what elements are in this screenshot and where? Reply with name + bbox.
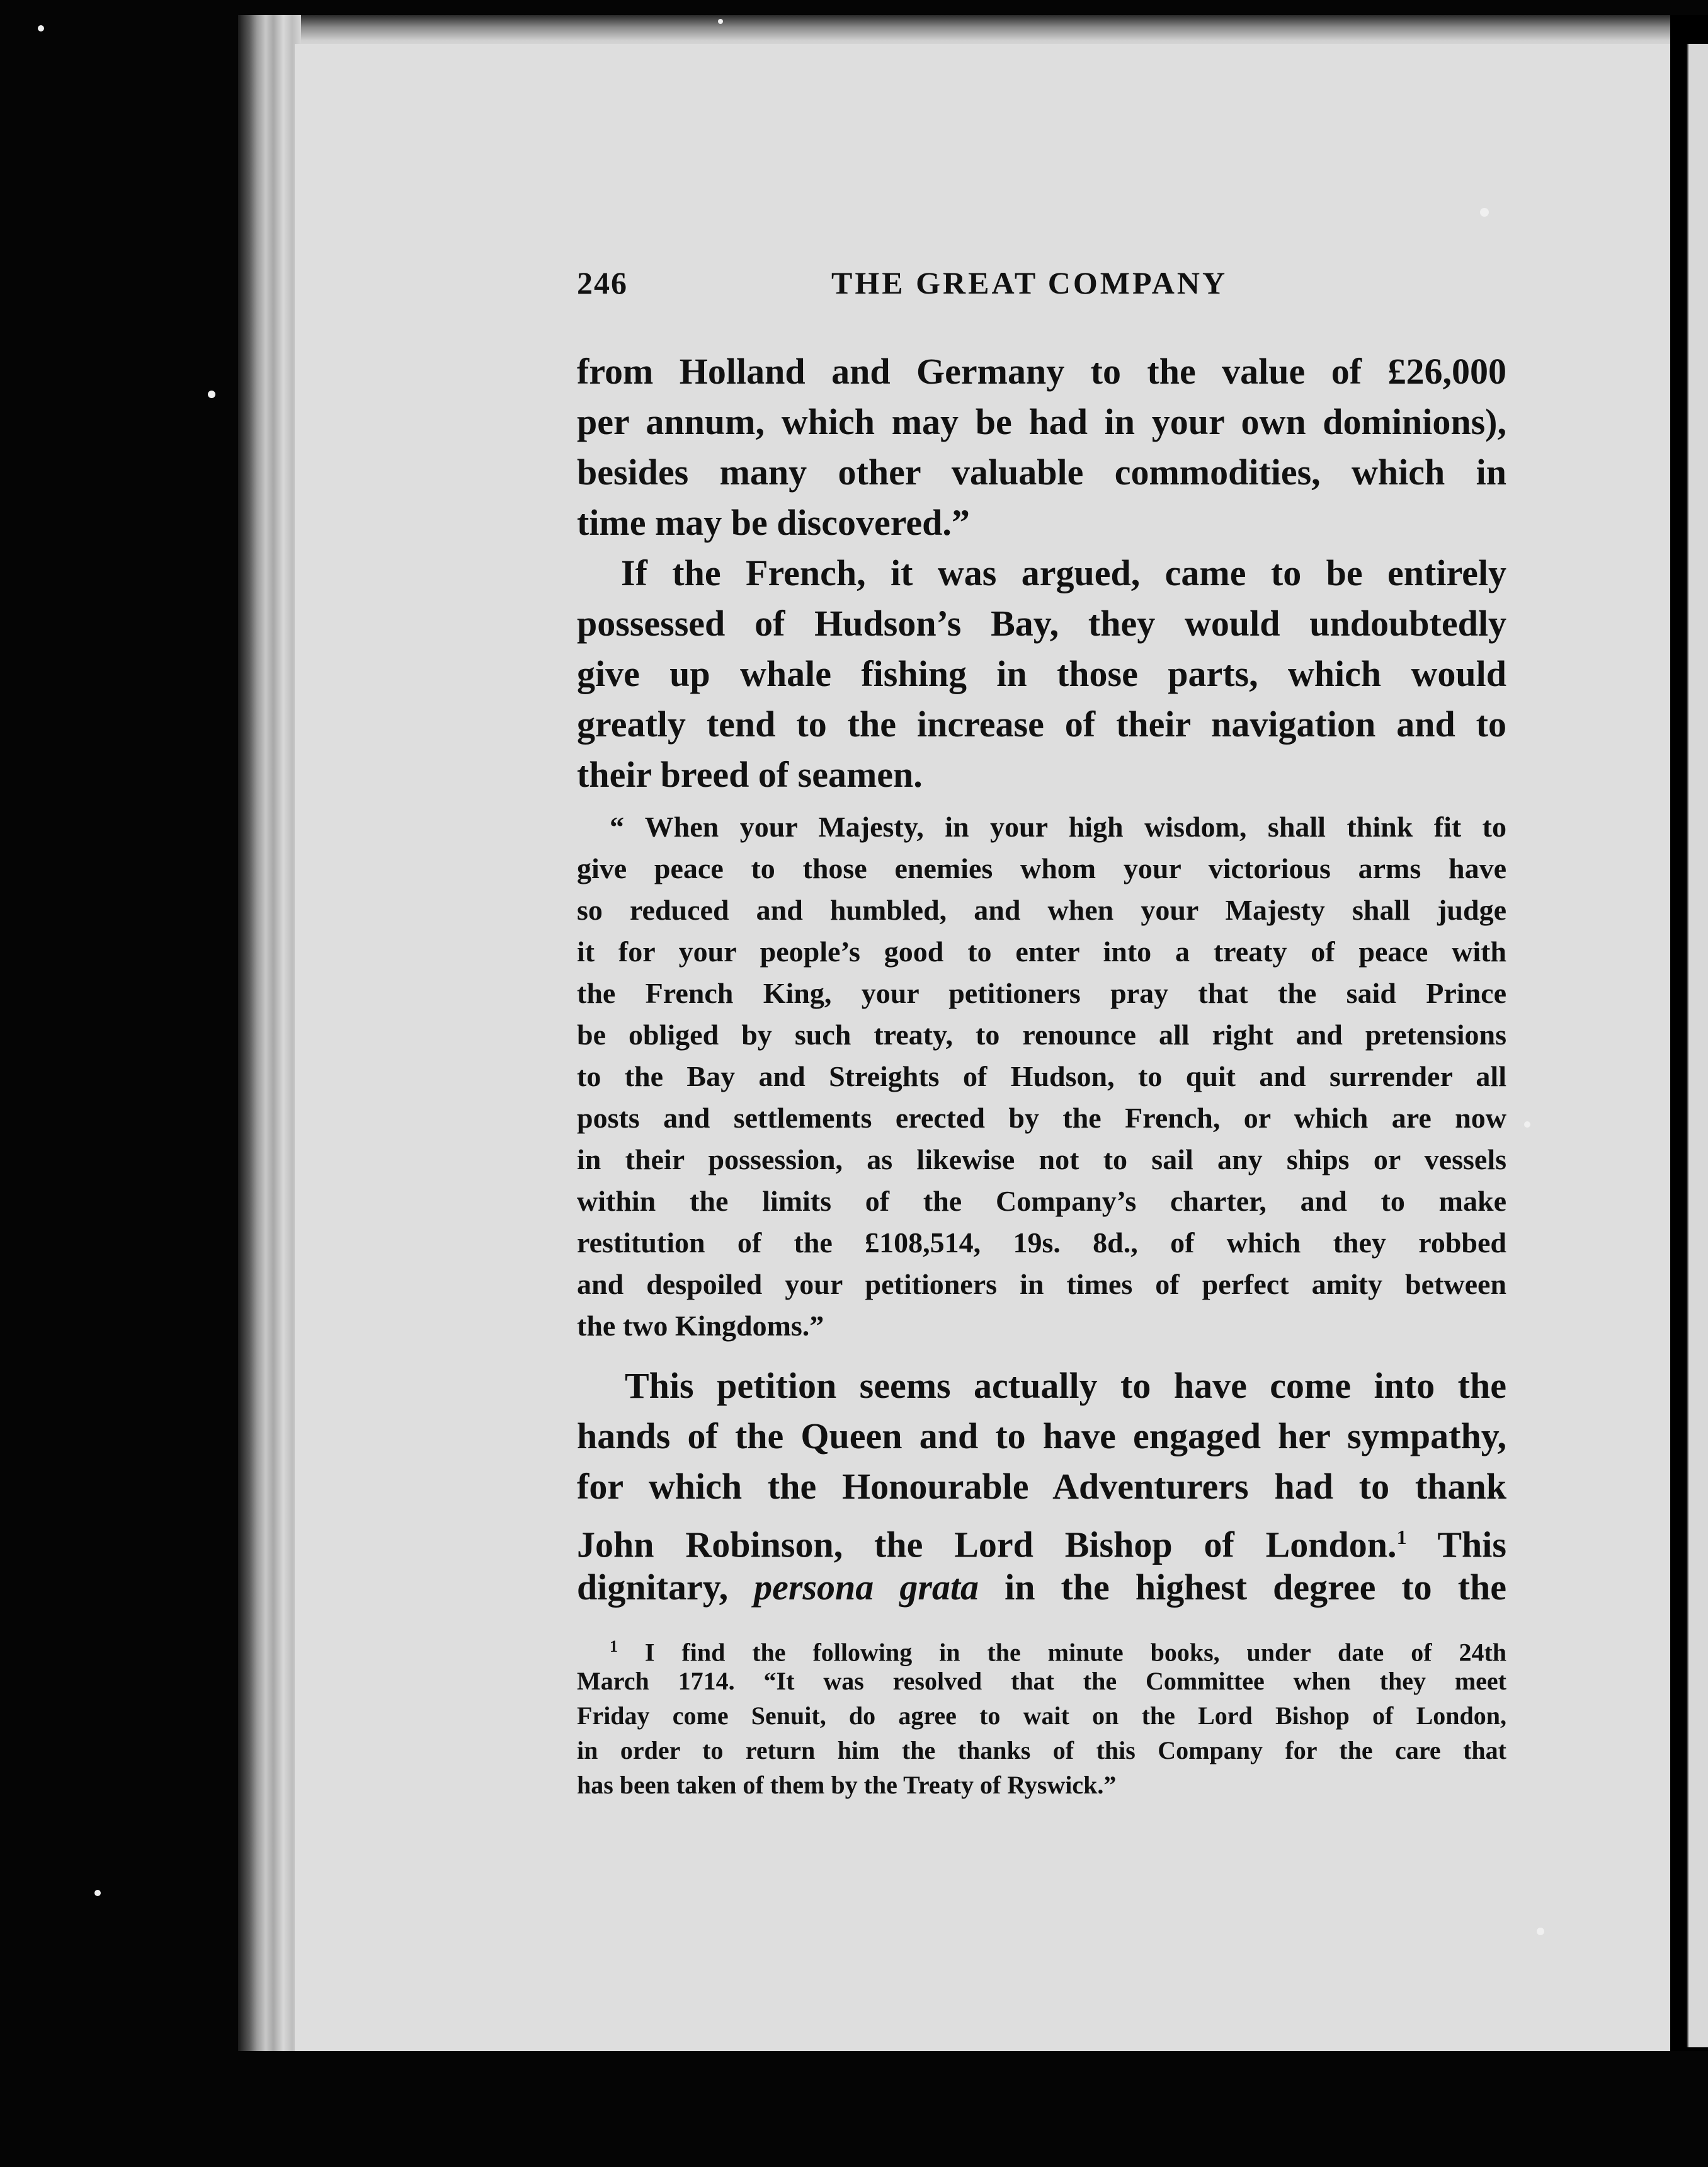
footnote-line: has been taken of them by the Treaty of Ryswick.” — [577, 1771, 1117, 1799]
italic-phrase: persona grata — [754, 1567, 979, 1608]
footnote-line: in order to return him the thanks of this Company for the care that — [577, 1736, 1506, 1764]
text-line: possessed of Hudson’s Bay, they would undoubtedly — [577, 603, 1506, 644]
running-title: THE GREAT COMPANY — [831, 265, 1228, 300]
text-segment: This — [1437, 1524, 1506, 1565]
quote-line: restitution of the £108,514, 19s. 8d., of which they robbed — [577, 1226, 1506, 1259]
text-line: besides many other valuable commodities, which in — [577, 452, 1506, 493]
quote-line: be obliged by such treaty, to renounce all right and pretensions — [577, 1019, 1506, 1051]
text-line: hands of the Queen and to have engaged her sympathy, — [577, 1415, 1506, 1456]
quote-line: the two Kingdoms.” — [577, 1310, 824, 1342]
text-line: This petition seems actually to have come into the — [625, 1365, 1506, 1406]
text-line: time may be discovered.” — [577, 502, 970, 543]
footnote-line: Friday come Senuit, do agree to wait on the Lord Bishop of London, — [577, 1701, 1506, 1730]
quote-line: to the Bay and Streights of Hudson, to quit and surrender all — [577, 1060, 1506, 1092]
quote-line: so reduced and humbled, and when your Majesty shall judge — [577, 894, 1506, 926]
text-line: If the French, it was argued, came to be entirely — [621, 552, 1506, 593]
text-line: give up whale fishing in those parts, which would — [577, 653, 1506, 694]
text-line: for which the Honourable Adventurers had to thank — [577, 1466, 1506, 1507]
footnote-reference: 1 — [1396, 1526, 1407, 1548]
text-line: from Holland and Germany to the value of £26,000 — [577, 351, 1506, 392]
page-number: 246 — [577, 265, 628, 300]
footnote-marker: 1 — [610, 1637, 618, 1655]
quote-line: it for your people’s good to enter into a treaty of peace with — [577, 935, 1506, 968]
quote-line: give peace to those enemies whom your victorious arms have — [577, 852, 1506, 884]
text-segment: dignitary, — [577, 1567, 729, 1608]
quote-line: within the limits of the Company’s charter, and to make — [577, 1185, 1506, 1217]
text-segment: in the highest degree to the — [1005, 1567, 1507, 1608]
quote-line: and despoiled your petitioners in times of perfect amity between — [577, 1268, 1506, 1300]
quote-line: “ When your Majesty, in your high wisdom, shall think fit to — [610, 811, 1506, 843]
text-segment: John Robinson, the Lord Bishop of London. — [577, 1524, 1397, 1565]
text-line — [577, 1562, 1506, 1613]
text-line: per annum, which may be had in your own dominions), — [577, 401, 1506, 442]
footnote-line: March 1714. “It was resolved that the Committee when they meet — [577, 1667, 1506, 1695]
footnote-text: I find the following in the minute books, under date of 24th — [644, 1638, 1507, 1667]
quote-line: in their possession, as likewise not to sail any ships or vessels — [577, 1143, 1506, 1175]
running-head — [577, 265, 1243, 309]
text-line — [577, 1512, 1506, 1570]
quote-line: posts and settlements erected by the French, or which are now — [577, 1102, 1506, 1134]
quote-line: the French King, your petitioners pray that the said Prince — [577, 977, 1506, 1009]
text-line: their breed of seamen. — [577, 754, 923, 795]
text-line: greatly tend to the increase of their navigation and to — [577, 704, 1506, 745]
